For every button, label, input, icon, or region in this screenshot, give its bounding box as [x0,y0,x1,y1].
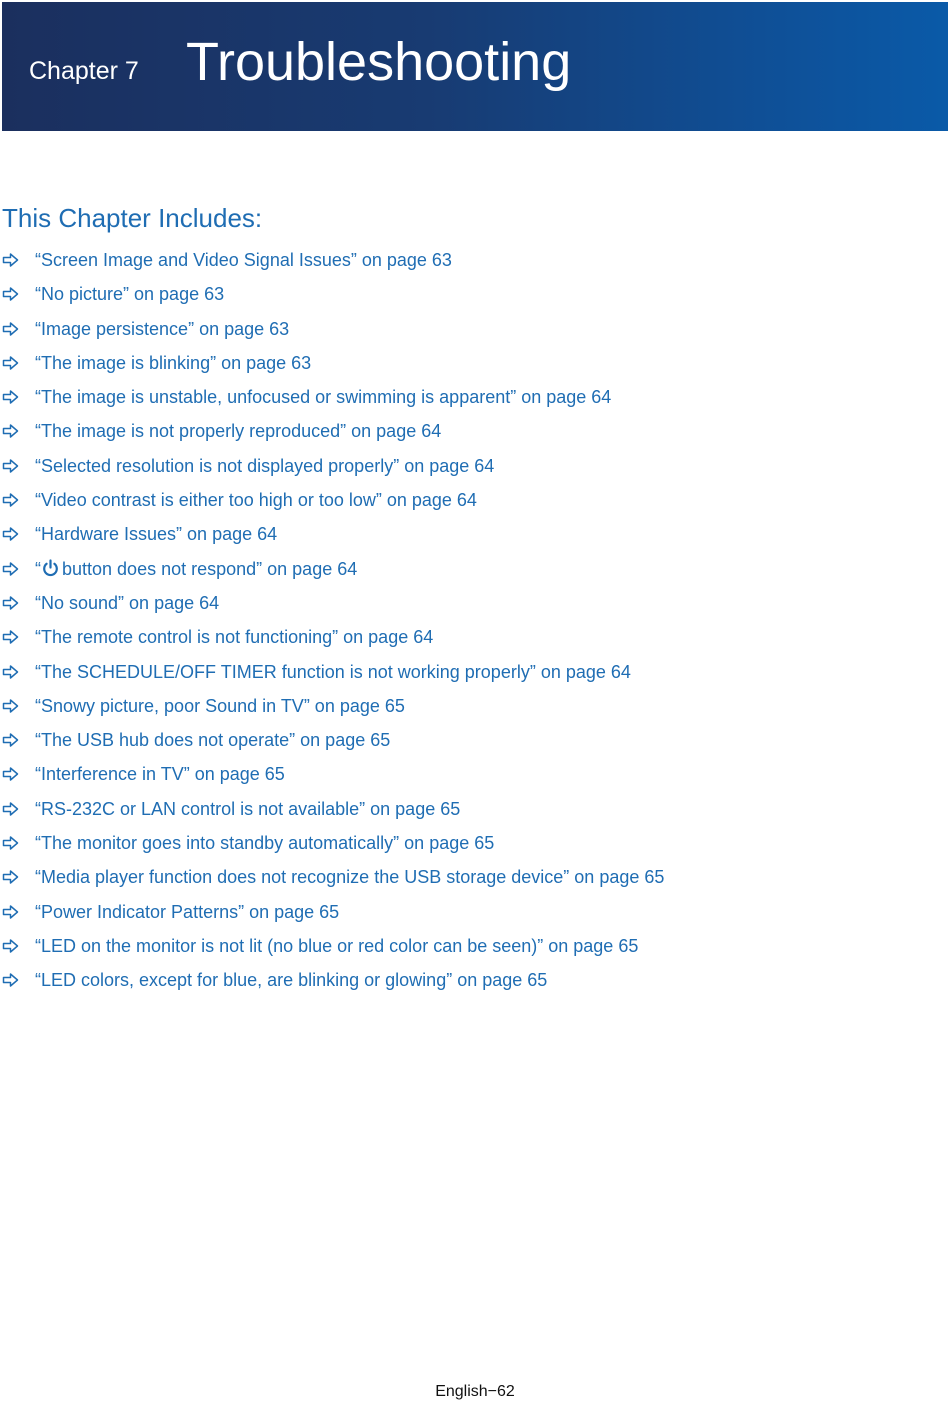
toc-link-text: “Media player function does not recognize the USB storage device” on page 65 [35,867,665,888]
toc-link-text: “The monitor goes into standby automatically” on page 65 [35,833,495,854]
arrow-right-icon [2,423,19,439]
toc-link-text: “Selected resolution is not displayed properly” on page 64 [35,455,495,476]
toc-link[interactable] [35,249,452,271]
toc-link[interactable] [35,969,547,991]
toc-link-text: “Hardware Issues” on page 64 [35,524,278,545]
toc-link-text: “No picture” on page 63 [35,284,225,305]
toc-link[interactable] [35,901,339,923]
toc-link-text: “The image is not properly reproduced” on page 64 [35,421,442,442]
arrow-right-icon [2,389,19,405]
arrow-right-icon [2,938,19,954]
arrow-right-icon [2,629,19,645]
chapter-label: Chapter 7 [29,57,139,85]
toc-link[interactable] [35,455,494,477]
arrow-right-icon [2,904,19,920]
toc-link[interactable] [35,489,477,511]
toc-link-text: “RS-232C or LAN control is not available” on page 65 [35,798,461,819]
toc-link-text: “The image is blinking” on page 63 [35,352,312,373]
toc-link-text: “Image persistence” on page 63 [35,318,290,339]
toc-link-text: “No sound” on page 64 [35,592,220,613]
toc-link[interactable] [35,763,285,785]
toc-link[interactable] [35,420,441,442]
arrow-right-icon [2,698,19,714]
arrow-right-icon [2,321,19,337]
toc-link-text: “Power Indicator Patterns” on page 65 [35,901,340,922]
toc-link-text: “The SCHEDULE/OFF TIMER function is not working properly” on page 64 [35,661,631,682]
arrow-right-icon [2,252,19,268]
toc-link-text: “Screen Image and Video Signal Issues” on page 63 [35,250,452,270]
arrow-right-icon [2,664,19,680]
section-heading: This Chapter Includes: [2,203,263,233]
arrow-right-icon [2,492,19,508]
arrow-right-icon [2,869,19,885]
toc-link[interactable] [35,695,405,717]
arrow-right-icon [2,732,19,748]
arrow-right-icon [2,595,19,611]
toc-link[interactable] [35,626,433,648]
power-icon [42,559,59,577]
arrow-right-icon [2,766,19,782]
arrow-right-icon [2,972,19,988]
toc-link[interactable] [35,832,494,854]
arrow-right-icon [2,526,19,542]
arrow-right-icon [2,458,19,474]
toc-link[interactable] [35,866,664,888]
toc-link-text: “LED on the monitor is not lit (no blue or red color can be seen)” on page 65 [35,935,639,956]
chapter-header [2,2,948,131]
arrow-right-icon [2,561,19,577]
toc-link-text: “Video contrast is either too high or too low” on page 64 [35,490,477,511]
toc-link-text: “The USB hub does not operate” on page 65 [35,730,391,751]
toc-link[interactable] [35,729,390,751]
toc-link[interactable] [35,523,277,545]
toc-link-prefix: “ [35,558,41,579]
toc-link[interactable] [35,558,357,580]
toc-link-text: “The image is unstable, unfocused or swimming is apparent” on page 64 [35,387,612,408]
toc-link[interactable] [35,798,460,820]
toc-link[interactable] [35,592,219,614]
toc-link-text: “Interference in TV” on page 65 [35,764,285,785]
arrow-right-icon [2,286,19,302]
toc-link-text: “LED colors, except for blue, are blinking or glowing” on page 65 [35,970,548,991]
toc-link[interactable] [35,935,638,957]
toc-link[interactable] [35,352,311,374]
toc-link[interactable] [35,386,611,408]
toc-link[interactable] [35,283,224,305]
toc-link-text: button does not respond” on page 64 [62,558,358,579]
page-number: English−62 [435,1383,515,1400]
arrow-right-icon [2,835,19,851]
toc-link[interactable] [35,661,631,683]
toc-link-text: “The remote control is not functioning” on page 64 [35,627,434,648]
arrow-right-icon [2,355,19,371]
arrow-right-icon [2,801,19,817]
chapter-title: Troubleshooting [186,32,572,92]
toc-link[interactable] [35,318,289,340]
toc-link-text: “Snowy picture, poor Sound in TV” on page 65 [35,695,405,716]
